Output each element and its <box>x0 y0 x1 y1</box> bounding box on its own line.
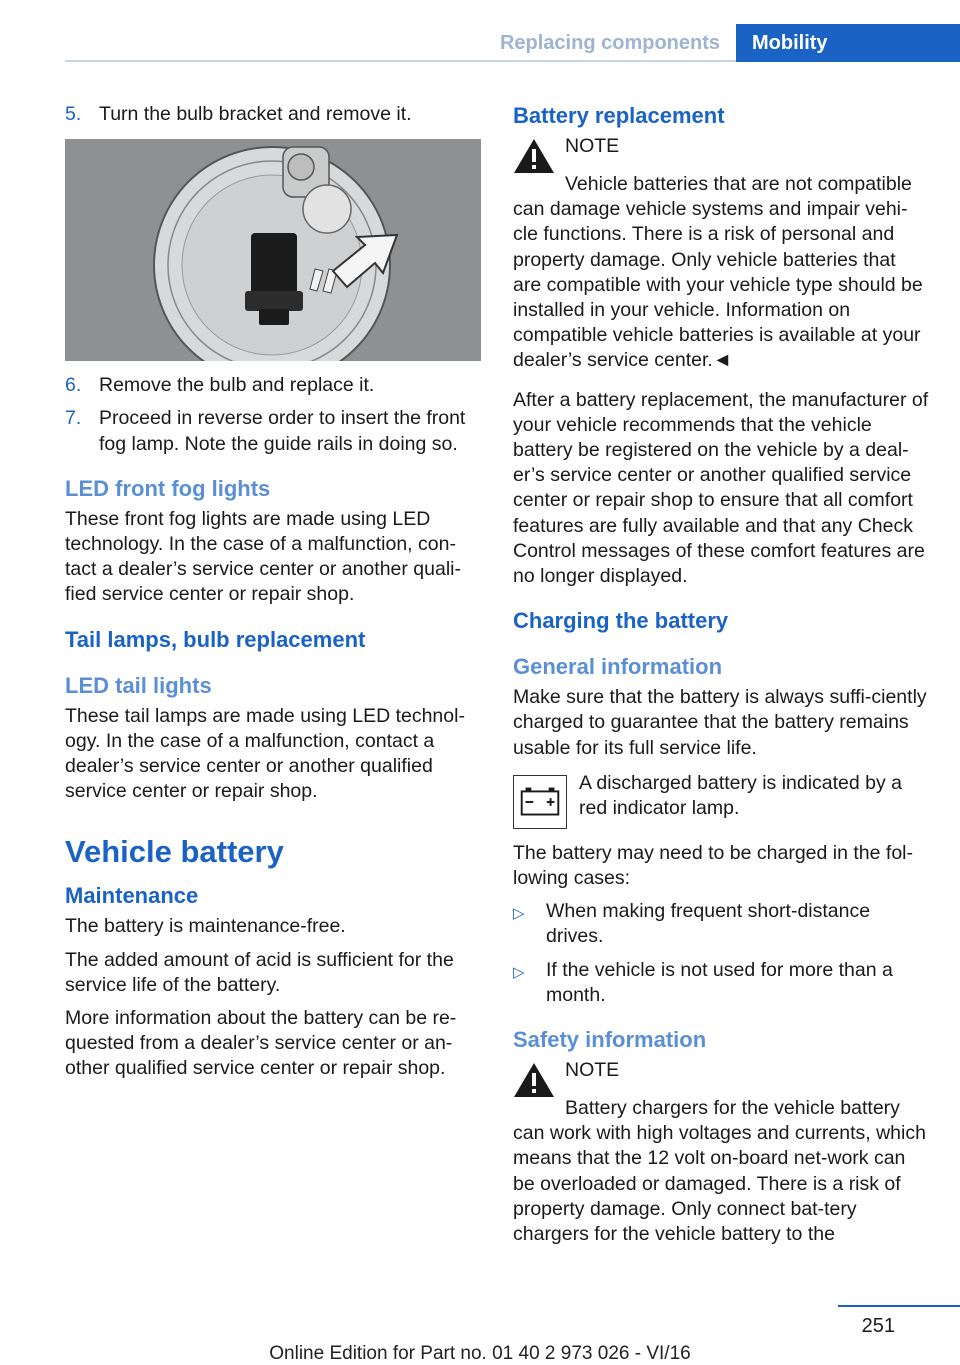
right-column <box>513 102 929 1255</box>
step-number: 7. <box>65 407 82 430</box>
list-item-text: When making frequent short-distance drives. <box>546 900 871 948</box>
page-footer <box>0 1300 960 1362</box>
bullet-triangle-icon: ▷ <box>513 905 525 923</box>
list-item <box>513 958 929 1008</box>
vehicle-battery-heading: Vehicle battery <box>65 834 284 870</box>
step-text: Remove the bulb and replace it. <box>99 374 375 397</box>
indicator-text: A discharged battery is indicated by a red indicator lamp. <box>579 771 903 820</box>
note-text: Vehicle batteries that are not compatible can damage vehicle systems and impair vehi-cle functions. There is a risk of personal and property damage. Only vehicle batteries that are compatible with your vehicle type should be installed in your vehicle. Information on compatible vehicle batteries is available at your dealer’s service center.◄ <box>513 173 923 372</box>
bullet-triangle-icon: ▷ <box>513 963 525 981</box>
safety-information-heading: Safety information <box>513 1027 707 1053</box>
battery-indicator-icon <box>513 775 567 829</box>
note-text: Battery chargers for the vehicle battery can work with high voltages and currents, which means that the 12 volt on-board net-work can be overloaded or damaged. There is a risk of property damage. Only connect bat-tery chargers for the vehicle battery to the <box>513 1097 926 1246</box>
left-column <box>65 102 481 1090</box>
header-chapter-tab: Mobility <box>736 24 960 62</box>
led-tail-paragraph: These tail lamps are made using LED technol-ogy. In the case of a malfunction, contact a dealer’s service center or another qualified service center or repair shop. <box>65 704 465 803</box>
bulb-bracket-illustration <box>65 139 481 361</box>
replacement-paragraph: After a battery replacement, the manufacturer of your vehicle recommends that the vehicle battery be registered on the vehicle by a deal-er’s service center or another qualified service center or repair shop to ensure that all comfort features are fully available and that any Check Control messages of these comfort features are no longer displayed. <box>513 388 929 588</box>
note-title: NOTE <box>565 1059 620 1082</box>
list-item-text: If the vehicle is not used for more than a month. <box>546 958 893 1006</box>
header-rule <box>65 60 737 62</box>
maintenance-paragraph-2: The added amount of acid is sufficient for the service life of the battery. <box>65 948 454 996</box>
tail-lamps-heading: Tail lamps, bulb replacement <box>65 626 366 652</box>
step-5 <box>65 102 481 127</box>
step-number: 6. <box>65 374 82 397</box>
step-6 <box>65 373 481 398</box>
note-battery-chargers <box>513 1058 929 1247</box>
battery-indicator-row <box>513 771 929 829</box>
header-section-title: Replacing components <box>499 32 720 54</box>
cases-intro: The battery may need to be charged in the fol-lowing cases: <box>513 841 913 890</box>
note-incompatible-battery <box>513 134 929 374</box>
maintenance-heading: Maintenance <box>65 883 199 909</box>
led-fog-heading: LED front fog lights <box>65 475 271 501</box>
page-header <box>65 24 960 62</box>
maintenance-paragraph-3: More information about the battery can be re-quested from a dealer’s service center or an-other qualified service center or repair shop. <box>65 1007 457 1080</box>
footer-rule <box>838 1305 960 1307</box>
list-item <box>513 899 929 949</box>
led-fog-paragraph: These front fog lights are made using LED technology. In the case of a malfunction, con-tact a dealer’s service center or another quali-fied service center or repair shop. <box>65 507 461 606</box>
step-text: Proceed in reverse order to insert the front fog lamp. Note the guide rails in doing so. <box>99 407 466 455</box>
note-title: NOTE <box>565 135 620 157</box>
battery-replacement-heading: Battery replacement <box>513 103 725 128</box>
fog-lamp-diagram <box>65 139 481 361</box>
led-tail-heading: LED tail lights <box>65 672 212 698</box>
step-7 <box>65 406 481 456</box>
page-number: 251 <box>861 1315 895 1337</box>
general-information-heading: General information <box>513 654 723 680</box>
general-paragraph: Make sure that the battery is always suffi-ciently charged to guarantee that the battery remains usable for its full service life. <box>513 686 927 759</box>
maintenance-paragraph-1: The battery is maintenance-free. <box>65 915 346 938</box>
step-text: Turn the bulb bracket and remove it. <box>99 103 412 125</box>
charging-heading: Charging the battery <box>513 608 729 634</box>
warning-triangle-icon <box>513 138 555 174</box>
step-number: 5. <box>65 103 82 125</box>
warning-triangle-icon <box>513 1062 555 1098</box>
edition-line: Online Edition for Part no. 01 40 2 973 026 - VI/16 <box>269 1343 691 1364</box>
